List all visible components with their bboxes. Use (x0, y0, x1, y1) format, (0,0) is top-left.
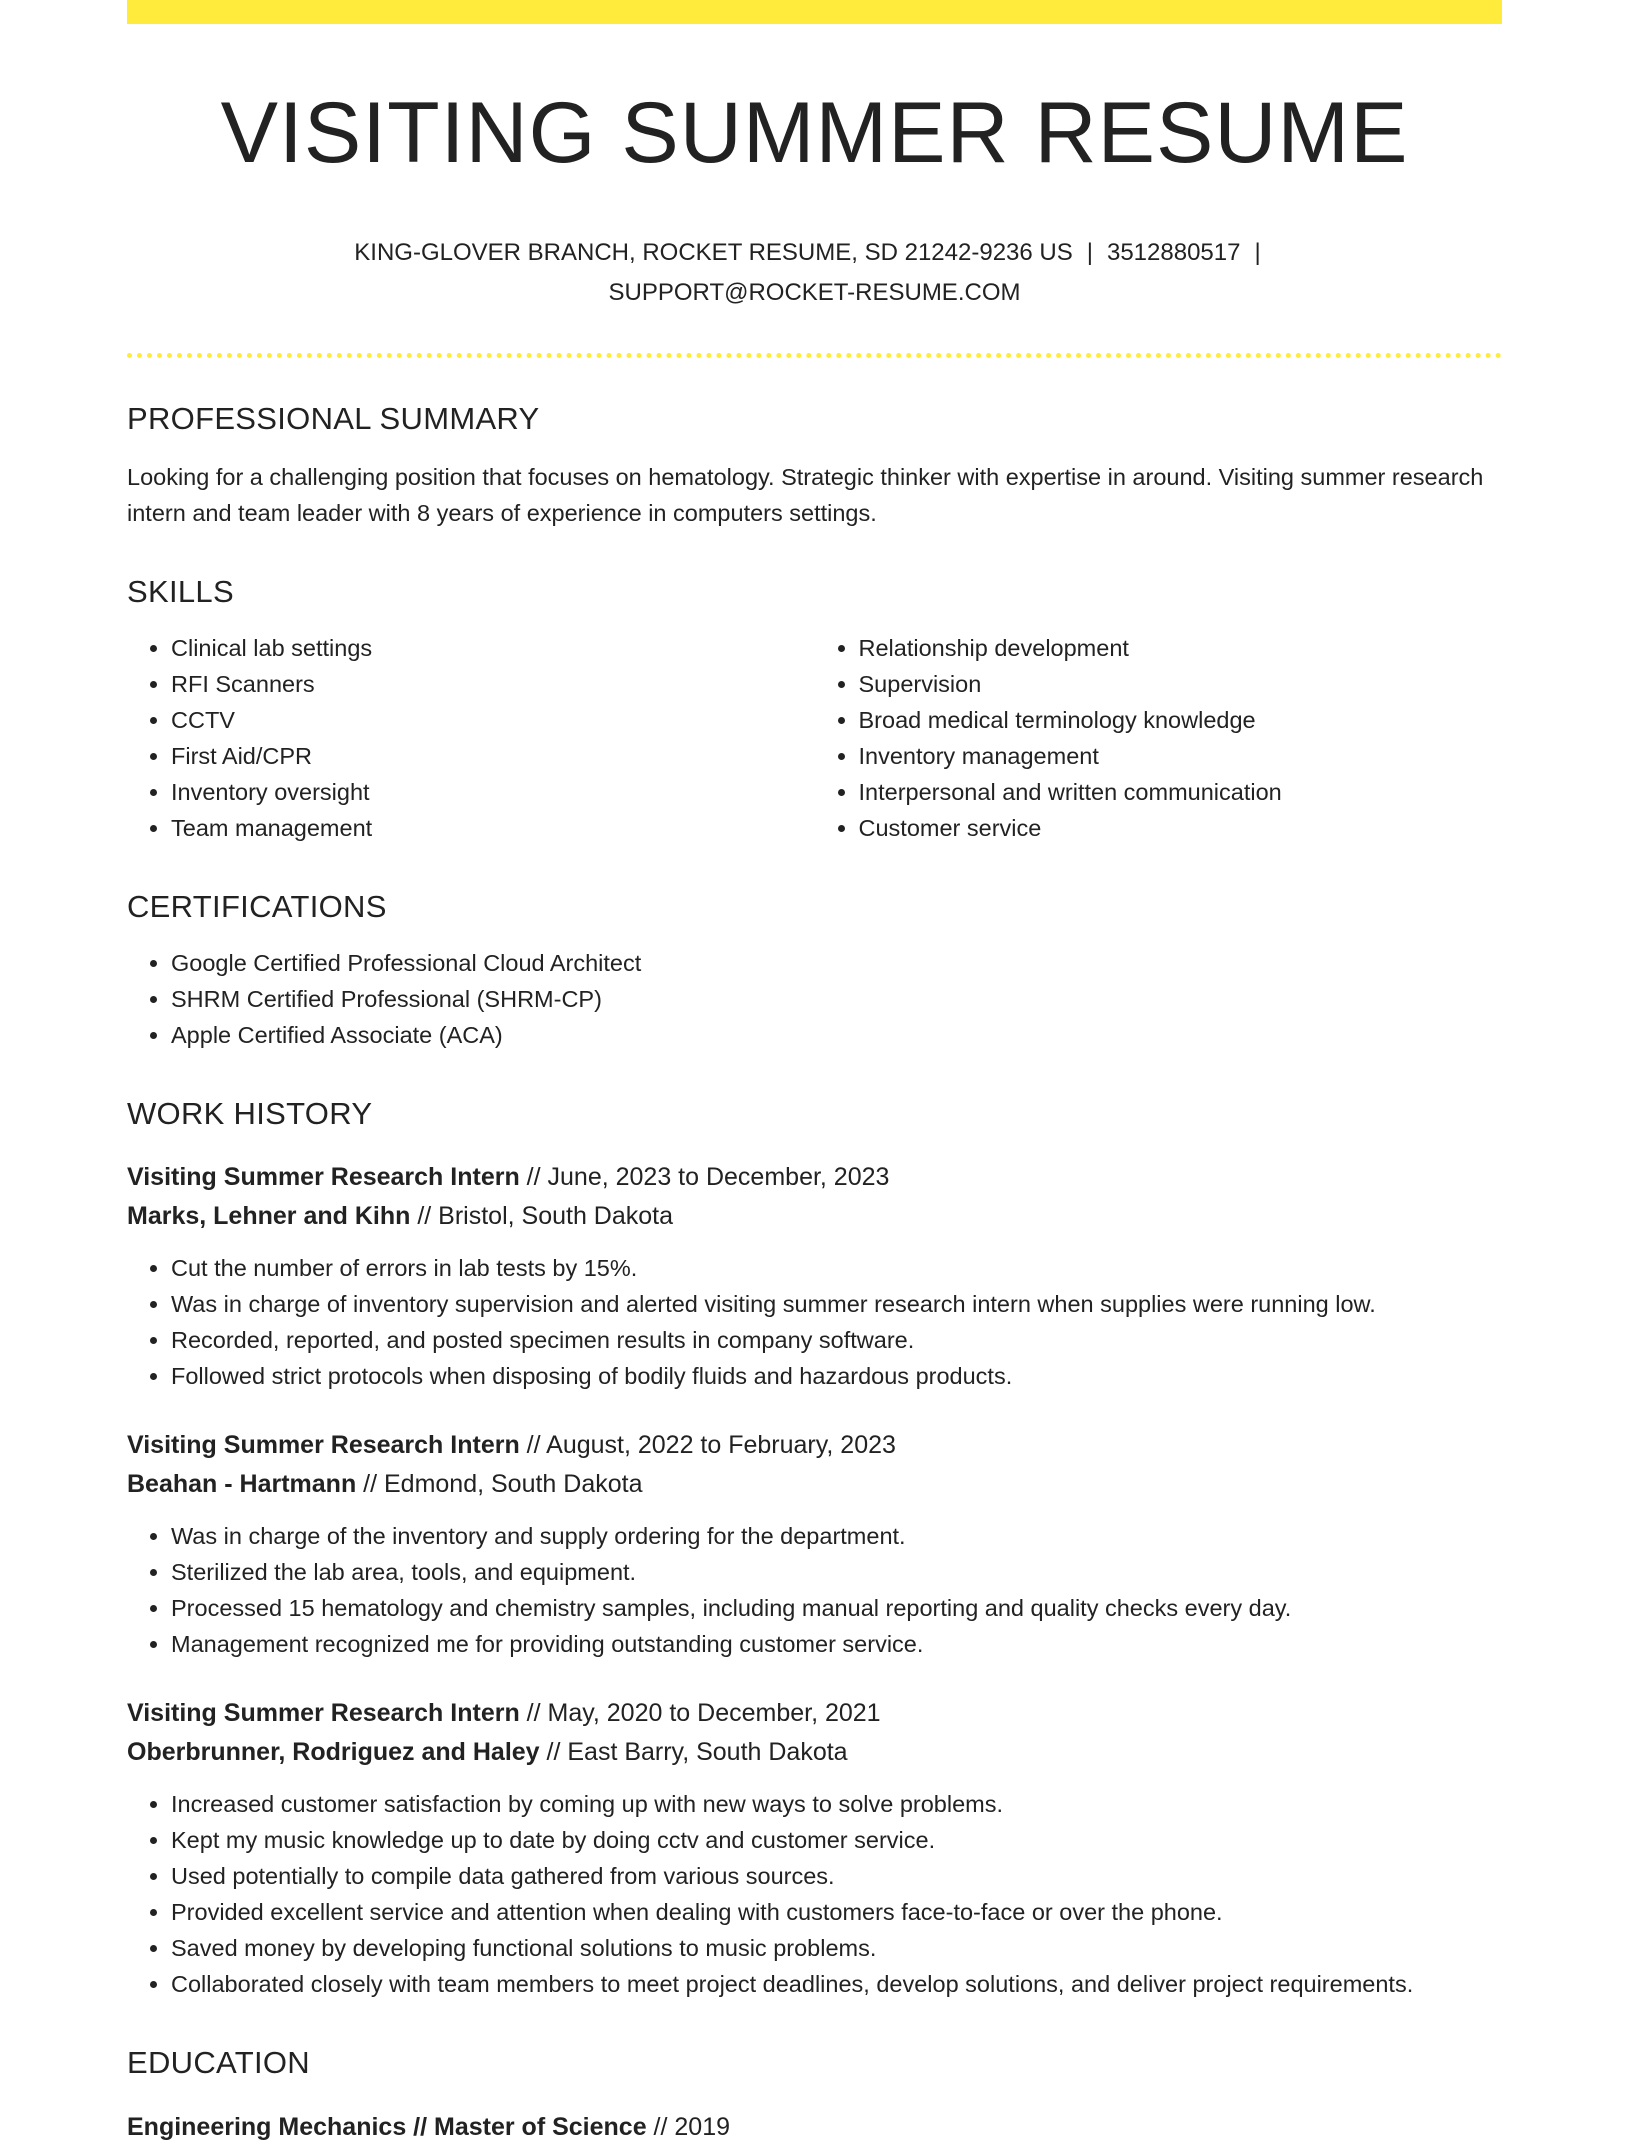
education-heading: EDUCATION (127, 2045, 310, 2081)
skill-item: • Broad medical terminology knowledge (859, 702, 1503, 738)
skills-list-left (127, 630, 815, 846)
skill-item: • Inventory management (859, 738, 1503, 774)
job-role: Visiting Summer Research Intern (127, 1163, 520, 1192)
resume-page (127, 0, 1502, 2147)
skill-item: • Inventory oversight (171, 774, 815, 810)
job-bullet: • Was in charge of inventory supervision and alerted visiting summer research intern when supplies were running low. (171, 1286, 1502, 1322)
job-title-line (127, 1694, 1502, 1733)
contact-phone: 3512880517 (1106, 238, 1241, 266)
skills-list-right (815, 630, 1503, 846)
dotted-divider (127, 353, 1502, 358)
education-year: // 2019 (646, 2112, 731, 2141)
contact-separator: | (1254, 238, 1261, 266)
job-dates: // May, 2020 to December, 2021 (519, 1699, 881, 1728)
job-bullets (127, 1786, 1502, 2002)
skill-item: • CCTV (171, 702, 815, 738)
contact-info (127, 233, 1502, 313)
job-company-line (127, 1733, 1502, 1772)
certification-item: • Apple Certified Associate (ACA) (171, 1017, 1502, 1053)
job-title-line (127, 1158, 1502, 1197)
education-entry (127, 2108, 1502, 2147)
job-title-line (127, 1426, 1502, 1465)
certification-item: • Google Certified Professional Cloud Architect (171, 945, 1502, 981)
job-bullet: • Used potentially to compile data gathered from various sources. (171, 1858, 1502, 1894)
job-entry (127, 1158, 1502, 1394)
job-company-line (127, 1465, 1502, 1504)
job-bullet: • Sterilized the lab area, tools, and equipment. (171, 1554, 1502, 1590)
certifications-list (127, 945, 1502, 1053)
job-location: // Bristol, South Dakota (410, 1202, 674, 1231)
job-bullet: • Was in charge of the inventory and supply ordering for the department. (171, 1518, 1502, 1554)
skill-item: • Interpersonal and written communication (859, 774, 1503, 810)
job-bullet: • Kept my music knowledge up to date by doing cctv and customer service. (171, 1822, 1502, 1858)
job-bullet: • Collaborated closely with team members to meet project deadlines, develop solutions, and deliver project requirements. (171, 1966, 1502, 2002)
contact-email: SUPPORT@ROCKET-RESUME.COM (608, 278, 1021, 306)
skill-item: • Customer service (859, 810, 1503, 846)
job-bullet: • Management recognized me for providing outstanding customer service. (171, 1626, 1502, 1662)
job-role: Visiting Summer Research Intern (127, 1431, 520, 1460)
job-bullet: • Processed 15 hematology and chemistry samples, including manual reporting and quality checks every day. (171, 1590, 1502, 1626)
job-company: Beahan - Hartmann (127, 1470, 357, 1499)
job-company: Oberbrunner, Rodriguez and Haley (127, 1738, 540, 1767)
job-bullet: • Provided excellent service and attention when dealing with customers face-to-face or over the phone. (171, 1894, 1502, 1930)
summary-text: Looking for a challenging position that focuses on hematology. Strategic thinker with expertise in around. Visiting summer research intern and team leader with 8 years of experience in computers settings. (127, 463, 1484, 526)
skill-item: • Relationship development (859, 630, 1503, 666)
summary-heading: PROFESSIONAL SUMMARY (127, 400, 540, 436)
job-dates: // August, 2022 to February, 2023 (519, 1431, 896, 1460)
skills-columns (127, 630, 1502, 846)
job-bullet: • Saved money by developing functional solutions to music problems. (171, 1930, 1502, 1966)
skill-item: • Supervision (859, 666, 1503, 702)
certification-item: • SHRM Certified Professional (SHRM-CP) (171, 981, 1502, 1017)
job-company: Marks, Lehner and Kihn (127, 1202, 411, 1231)
job-location: // East Barry, South Dakota (539, 1738, 848, 1767)
contact-separator: | (1086, 238, 1093, 266)
skill-item: • Team management (171, 810, 815, 846)
skill-item: • Clinical lab settings (171, 630, 815, 666)
job-location: // Edmond, South Dakota (356, 1470, 643, 1499)
skills-heading: SKILLS (127, 573, 234, 609)
job-bullet: • Recorded, reported, and posted specimen results in company software. (171, 1322, 1502, 1358)
job-bullet: • Increased customer satisfaction by coming up with new ways to solve problems. (171, 1786, 1502, 1822)
job-entry (127, 1426, 1502, 1662)
certifications-heading: CERTIFICATIONS (127, 888, 387, 924)
job-company-line (127, 1197, 1502, 1236)
skill-item: • RFI Scanners (171, 666, 815, 702)
work-history-heading: WORK HISTORY (127, 1096, 373, 1132)
accent-top-bar (127, 0, 1502, 24)
resume-name: VISITING SUMMER RESUME (220, 85, 1409, 181)
job-role: Visiting Summer Research Intern (127, 1699, 520, 1728)
contact-address: KING-GLOVER BRANCH, ROCKET RESUME, SD 21242-9236 US (354, 238, 1073, 266)
job-bullets (127, 1518, 1502, 1662)
job-bullet: • Cut the number of errors in lab tests by 15%. (171, 1250, 1502, 1286)
job-bullet: • Followed strict protocols when disposing of bodily fluids and hazardous products. (171, 1358, 1502, 1394)
job-dates: // June, 2023 to December, 2023 (519, 1163, 890, 1192)
education-degree: Engineering Mechanics // Master of Science (127, 2112, 647, 2141)
skill-item: • First Aid/CPR (171, 738, 815, 774)
job-bullets (127, 1250, 1502, 1394)
job-entry (127, 1694, 1502, 2002)
